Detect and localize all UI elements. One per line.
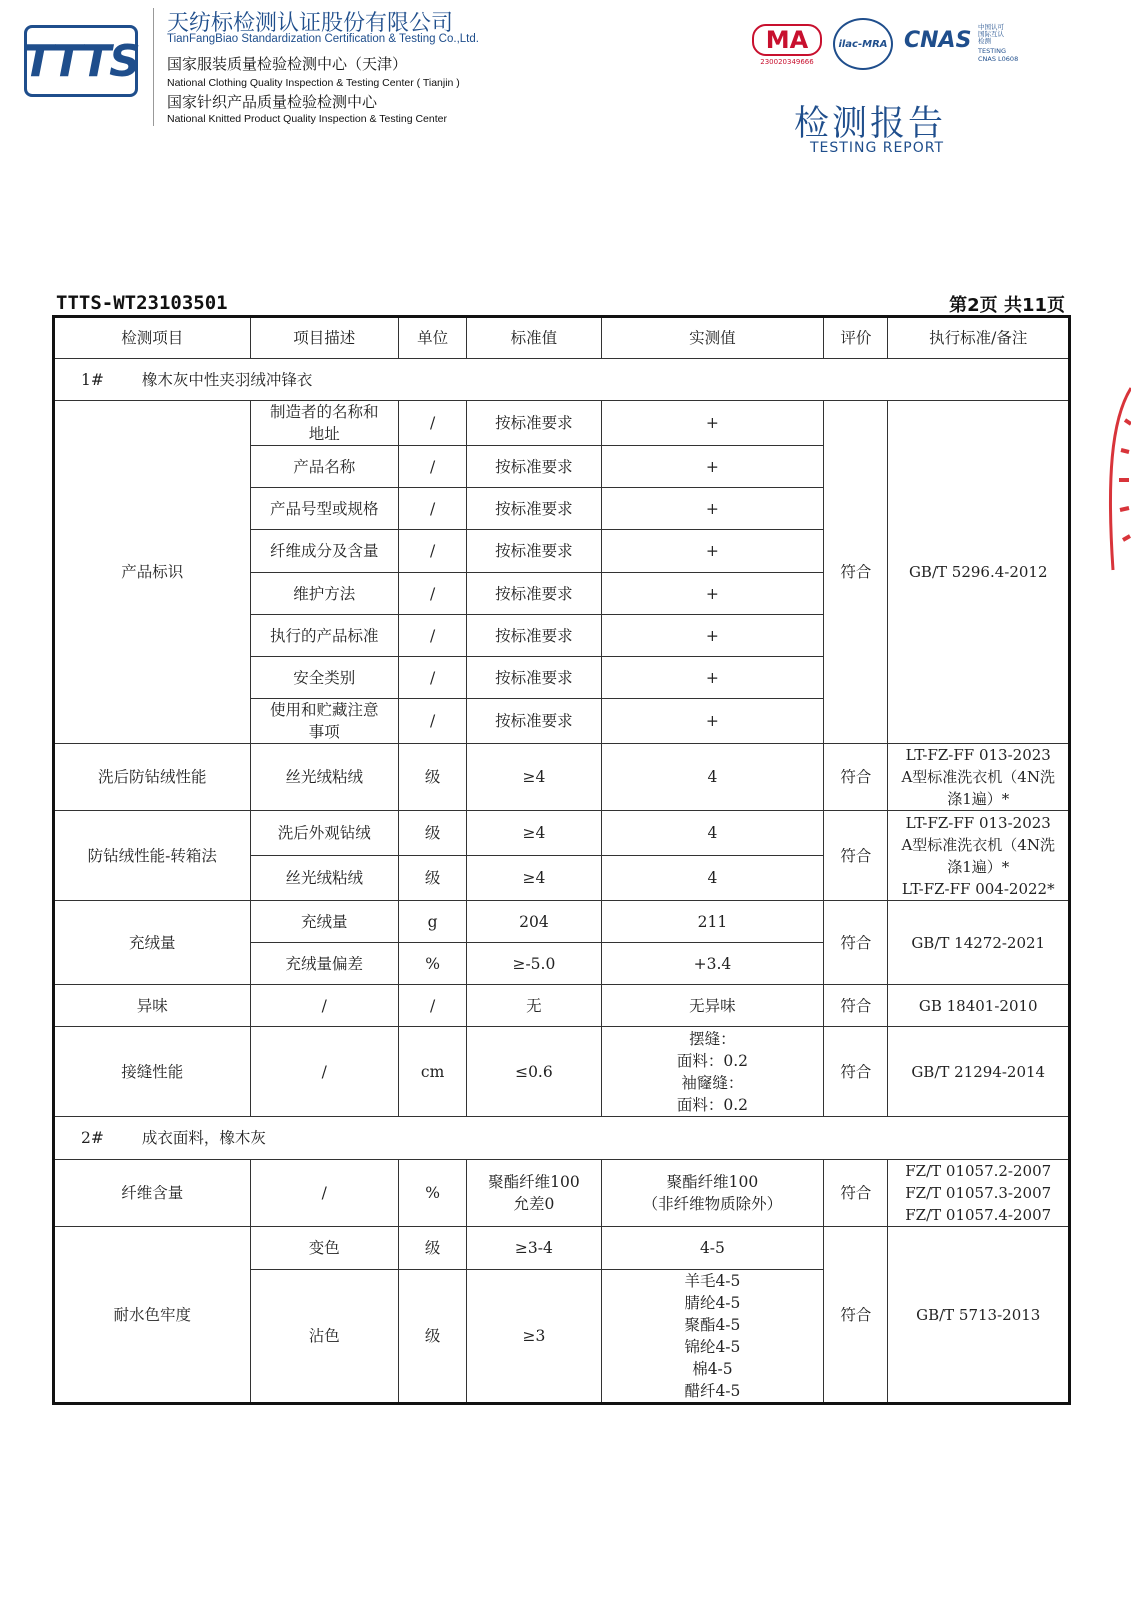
unit-cell: 级 — [399, 1227, 467, 1270]
table-row — [54, 744, 1070, 811]
seal-stamp-fragment — [1103, 380, 1131, 580]
result-cell: 4 — [601, 744, 824, 811]
standard-wash-down: LT-FZ-FF 013-2023 A型标准洗衣机（4N洗 涤1遍）* — [888, 744, 1070, 811]
std-cell: 204 — [467, 901, 601, 943]
desc-cell: 沾色 — [250, 1270, 398, 1404]
desc-cell: / — [250, 1027, 398, 1117]
cnas-logo: CNAS — [904, 28, 972, 53]
standard-odor: GB 18401-2010 — [888, 985, 1070, 1027]
unit-cell: / — [399, 573, 467, 615]
std-cell: 按标准要求 — [467, 401, 601, 446]
item-fiber: 纤维含量 — [54, 1160, 251, 1227]
header-result: 实测值 — [601, 317, 824, 359]
desc-cell: 维护方法 — [250, 573, 398, 615]
unit-cell: % — [399, 1160, 467, 1227]
result-cell: + — [601, 615, 824, 657]
cma-mark: MA — [752, 24, 822, 56]
std-cell: ≥3-4 — [467, 1227, 601, 1270]
result-cell: 211 — [601, 901, 824, 943]
header-std: 标准值 — [467, 317, 601, 359]
desc-cell: 充绒量 — [250, 901, 398, 943]
standard-water: GB/T 5713-2013 — [888, 1227, 1070, 1404]
desc-cell: / — [250, 1160, 398, 1227]
item-water-fastness: 耐水色牢度 — [54, 1227, 251, 1404]
ilac-mra-logo — [833, 18, 893, 70]
std-cell: 按标准要求 — [467, 488, 601, 530]
report-title-en: TESTING REPORT — [810, 140, 945, 156]
eval-product-label: 符合 — [824, 401, 888, 744]
test-results-table — [52, 315, 1071, 1405]
center1-name-en: National Clothing Quality Inspection & Testing Center ( Tianjin ) — [167, 77, 460, 89]
std-cell: ≥3 — [467, 1270, 601, 1404]
result-cell: + — [601, 530, 824, 573]
std-cell: ≥4 — [467, 811, 601, 856]
std-cell: 按标准要求 — [467, 615, 601, 657]
table-row — [54, 1027, 1070, 1117]
cma-logo — [752, 24, 822, 66]
desc-cell: 充绒量偏差 — [250, 943, 398, 985]
desc-cell: 纤维成分及含量 — [250, 530, 398, 573]
std-cell: 按标准要求 — [467, 446, 601, 488]
unit-cell: 级 — [399, 856, 467, 901]
std-cell: 按标准要求 — [467, 657, 601, 699]
unit-cell: / — [399, 530, 467, 573]
unit-cell: / — [399, 488, 467, 530]
header-divider — [153, 8, 154, 126]
item-product-label: 产品标识 — [54, 401, 251, 744]
company-name-cn: 天纺标检测认证股份有限公司 — [167, 11, 454, 36]
result-cell: 羊毛4-5 腈纶4-5 聚酯4-5 锦纶4-5 棉4-5 醋纤4-5 — [601, 1270, 824, 1404]
std-cell: 按标准要求 — [467, 530, 601, 573]
eval-cell: 符合 — [824, 744, 888, 811]
eval-tumble: 符合 — [824, 811, 888, 901]
item-seam: 接缝性能 — [54, 1027, 251, 1117]
result-cell: + — [601, 573, 824, 615]
center1-name-cn: 国家服装质量检验检测中心（天津） — [167, 55, 408, 73]
desc-cell: 洗后外观钻绒 — [250, 811, 398, 856]
eval-water: 符合 — [824, 1227, 888, 1404]
header-eval: 评价 — [824, 317, 888, 359]
header-standard: 执行标准/备注 — [888, 317, 1070, 359]
desc-cell: 丝光绒粘绒 — [250, 744, 398, 811]
item-odor: 异味 — [54, 985, 251, 1027]
standard-fiber: FZ/T 01057.2-2007 FZ/T 01057.3-2007 FZ/T 01057.4-2007 — [888, 1160, 1070, 1227]
std-cell: ≥4 — [467, 856, 601, 901]
cma-number: 230020349666 — [760, 58, 814, 66]
unit-cell: / — [399, 985, 467, 1027]
std-cell: ≥4 — [467, 744, 601, 811]
desc-cell: 丝光绒粘绒 — [250, 856, 398, 901]
std-cell: 按标准要求 — [467, 573, 601, 615]
standard-product-label: GB/T 5296.4-2012 — [888, 401, 1070, 744]
standard-seam: GB/T 21294-2014 — [888, 1027, 1070, 1117]
center2-name-en: National Knitted Product Quality Inspection & Testing Center — [167, 113, 447, 125]
desc-cell: 产品名称 — [250, 446, 398, 488]
result-cell: 聚酯纤维100 （非纤维物质除外） — [601, 1160, 824, 1227]
desc-cell: 制造者的名称和 地址 — [250, 401, 398, 446]
company-name-en: TianFangBiao Standardization Certification & Testing Co.,Ltd. — [167, 33, 479, 45]
result-cell: 无异味 — [601, 985, 824, 1027]
table-row — [54, 1227, 1070, 1270]
eval-cell: 符合 — [824, 985, 888, 1027]
section-2-title: 成衣面料，橡木灰 — [141, 1129, 266, 1147]
unit-cell: / — [399, 401, 467, 446]
result-cell: 4 — [601, 811, 824, 856]
header-desc: 项目描述 — [250, 317, 398, 359]
desc-cell: 执行的产品标准 — [250, 615, 398, 657]
result-cell: + — [601, 446, 824, 488]
eval-cell: 符合 — [824, 1027, 888, 1117]
desc-cell: 产品号型或规格 — [250, 488, 398, 530]
table-row — [54, 811, 1070, 856]
section-2 — [54, 1117, 1070, 1160]
section-1-no: 1# — [81, 370, 104, 389]
cnas-caption-cn: 中国认可 国际互认 检测 — [978, 23, 1004, 45]
item-wash-down: 洗后防钻绒性能 — [54, 744, 251, 811]
unit-cell: 级 — [399, 811, 467, 856]
unit-cell: cm — [399, 1027, 467, 1117]
unit-cell: / — [399, 615, 467, 657]
section-row-2 — [54, 1117, 1070, 1160]
std-cell: 按标准要求 — [467, 699, 601, 744]
logo-text: TTTS — [23, 35, 139, 87]
table-header-row — [54, 317, 1070, 359]
table-row — [54, 1160, 1070, 1227]
table-row — [54, 985, 1070, 1027]
ilac-mark: ilac-MRA — [838, 38, 888, 50]
std-cell: ≤0.6 — [467, 1027, 601, 1117]
desc-cell: 变色 — [250, 1227, 398, 1270]
standard-filling: GB/T 14272-2021 — [888, 901, 1070, 985]
header-unit: 单位 — [399, 317, 467, 359]
item-tumble: 防钻绒性能-转箱法 — [54, 811, 251, 901]
unit-cell: g — [399, 901, 467, 943]
header-item: 检测项目 — [54, 317, 251, 359]
section-1 — [54, 359, 1070, 401]
desc-cell: / — [250, 985, 398, 1027]
section-2-no: 2# — [81, 1129, 104, 1147]
company-logo — [24, 25, 138, 97]
standard-tumble: LT-FZ-FF 013-2023 A型标准洗衣机（4N洗 涤1遍）* LT-FZ-FF 004-2022* — [888, 811, 1070, 901]
unit-cell: 级 — [399, 744, 467, 811]
std-cell: 无 — [467, 985, 601, 1027]
result-cell: 4-5 — [601, 1227, 824, 1270]
result-cell: + — [601, 699, 824, 744]
result-cell: +3.4 — [601, 943, 824, 985]
center2-name-cn: 国家针织产品质量检验检测中心 — [167, 93, 378, 111]
section-row-1 — [54, 359, 1070, 401]
section-1-title: 橡木灰中性夹羽绒冲锋衣 — [141, 370, 313, 389]
eval-filling: 符合 — [824, 901, 888, 985]
unit-cell: % — [399, 943, 467, 985]
result-cell: 摆缝： 面料：0.2 袖窿缝： 面料：0.2 — [601, 1027, 824, 1117]
unit-cell: / — [399, 699, 467, 744]
report-title-cn: 检测报告 — [794, 104, 947, 144]
table-row — [54, 401, 1070, 446]
unit-cell: 级 — [399, 1270, 467, 1404]
report-number: TTTS-WT23103501 — [56, 292, 228, 314]
result-cell: 4 — [601, 856, 824, 901]
table-row — [54, 901, 1070, 943]
desc-cell: 安全类别 — [250, 657, 398, 699]
eval-cell: 符合 — [824, 1160, 888, 1227]
result-cell: + — [601, 401, 824, 446]
page-indicator: 第2页 共11页 — [949, 295, 1065, 316]
result-cell: + — [601, 657, 824, 699]
desc-cell: 使用和贮藏注意 事项 — [250, 699, 398, 744]
std-cell: 聚酯纤维100 允差0 — [467, 1160, 601, 1227]
std-cell: ≥-5.0 — [467, 943, 601, 985]
cnas-caption-en: TESTING CNAS L0608 — [978, 47, 1019, 63]
result-cell: + — [601, 488, 824, 530]
unit-cell: / — [399, 446, 467, 488]
unit-cell: / — [399, 657, 467, 699]
item-filling: 充绒量 — [54, 901, 251, 985]
